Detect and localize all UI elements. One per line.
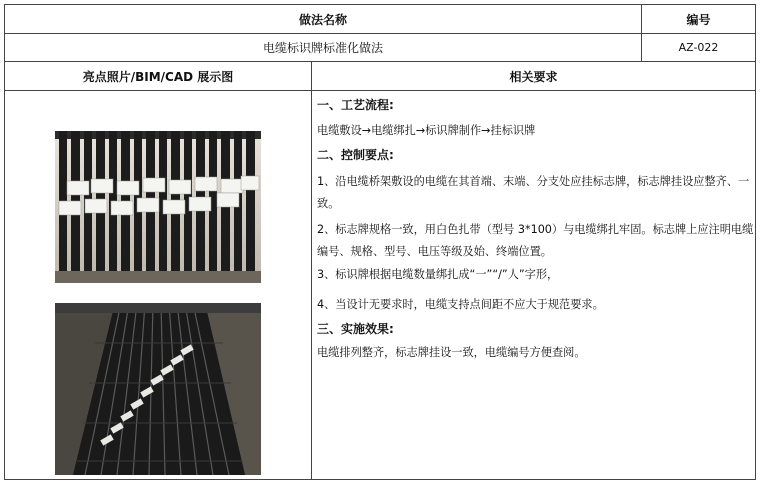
code-header: 编号 (641, 5, 755, 33)
control-point-1: 1、沿电缆桥架敷设的电缆在其首端、末端、分支处应挂标志牌，标志牌挂设应整齐、一致。 (317, 175, 750, 210)
cable-tray-photo (55, 303, 261, 475)
method-name-header: 做法名称 (298, 12, 347, 27)
specification-table (4, 4, 756, 480)
control-point-3: 3、标识牌根据电缆数量绑扎成“一”“/”人”字形， (317, 268, 559, 281)
effect-heading: 三、实施效果: (317, 322, 394, 336)
control-point-2: 2、标志牌规格一致，用白色扎带（型号 3*100）与电缆绑扎牢固。标志牌上应注明电缆编号、规格、型号、电压等级及始、终端位置。 (317, 223, 754, 258)
process-flow: 电缆敷设→电缆绑扎→标识牌制作→挂标识牌 (317, 124, 536, 137)
item-row (5, 34, 755, 62)
requirements-text (317, 97, 755, 361)
process-heading: 一、工艺流程: (317, 98, 394, 112)
method-name-value: 电缆标识牌标准化做法 (262, 41, 383, 55)
section-header-row (5, 62, 755, 91)
code-value: AZ-022 (641, 34, 755, 61)
requirements-section-header: 相关要求 (311, 62, 755, 90)
body-divider (311, 91, 312, 479)
control-point-4: 4、当设计无要求时，电缆支持点间距不应大于规范要求。 (317, 298, 604, 311)
control-points-heading: 二、控制要点: (317, 148, 394, 162)
cable-tags-photo (55, 131, 261, 283)
header-row (5, 5, 755, 34)
photo-section-header: 亮点照片/BIM/CAD 展示图 (82, 69, 234, 84)
effect-text: 电缆排列整齐，标志牌挂设一致，电缆编号方便查阅。 (317, 346, 586, 359)
